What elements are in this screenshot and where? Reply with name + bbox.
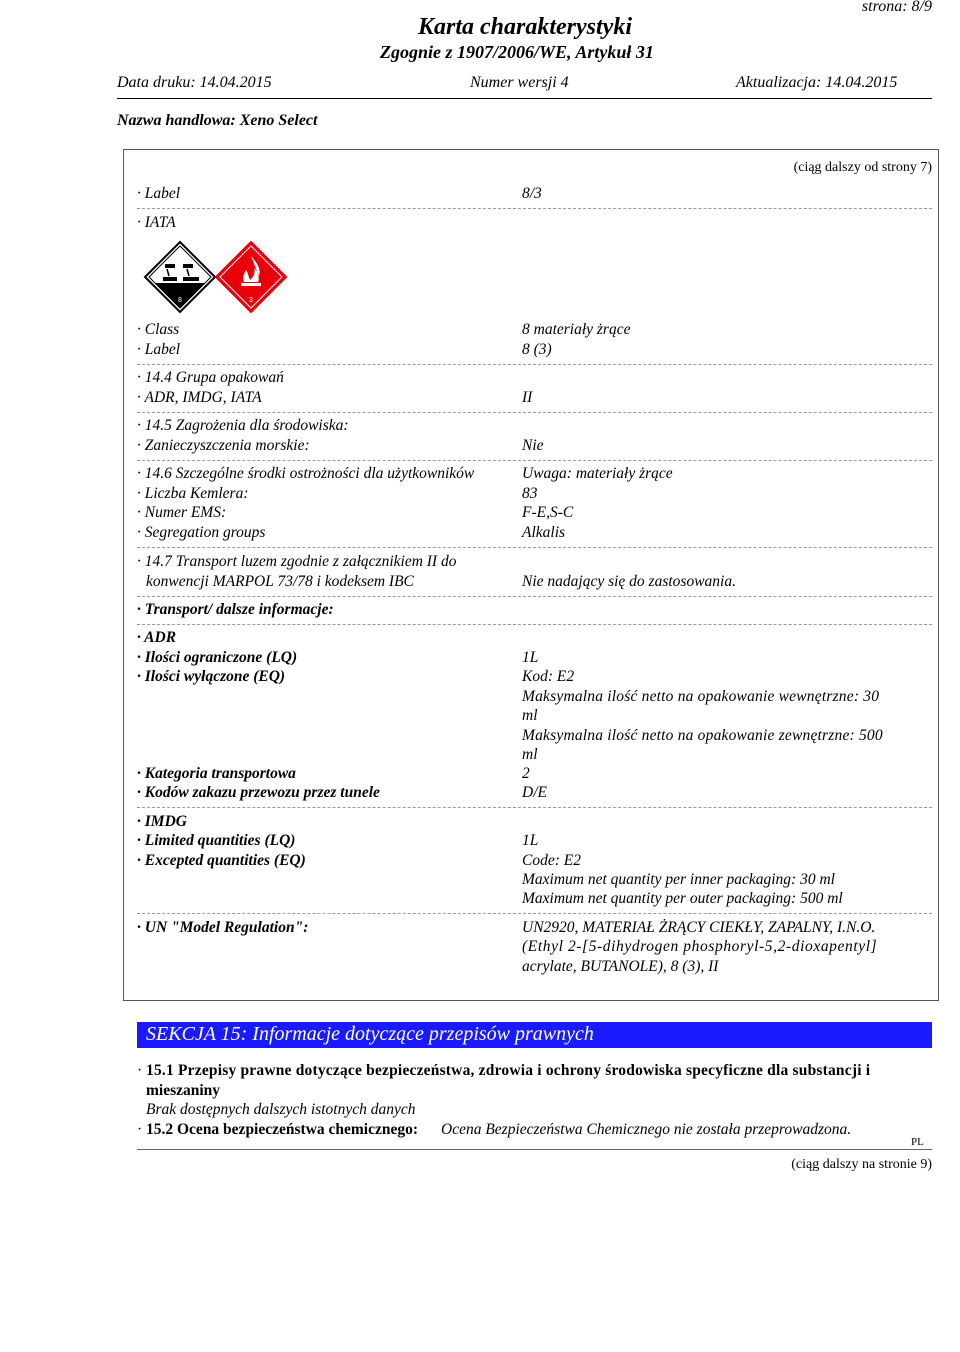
version-number: Numer wersji 4 (470, 74, 569, 91)
un-model-line-1: UN2920, MATERIAŁ ŻRĄCY CIEKŁY, ZAPALNY, I.N.O. (522, 919, 876, 936)
s152-text: Ocena Bezpieczeństwa Chemicznego nie została przeprowadzona. (441, 1121, 852, 1138)
precautions-label: · 14.6 Szczególne środki ostrożności dla użytkowników (137, 465, 475, 482)
segregation-value: Alkalis (522, 524, 566, 541)
divider (137, 596, 932, 597)
update-date: Aktualizacja: 14.04.2015 (736, 74, 898, 91)
divider (137, 208, 932, 209)
adr-heading: · ADR (137, 629, 177, 646)
env-hazards-title: · 14.5 Zagrożenia dla środowiska: (137, 417, 349, 434)
document-subtitle: Zgognie z 1907/2006/WE, Artykuł 31 (380, 42, 654, 62)
packing-group-value: II (522, 389, 533, 406)
adr-eq-outer: Maksymalna ilość netto na opakowanie zewnętrzne: 500 (522, 727, 883, 744)
adr-category-label: · Kategoria transportowa (137, 765, 296, 782)
adr-eq-label: · Ilości wyłączone (EQ) (137, 668, 286, 685)
flammable-class-number: 3 (249, 297, 253, 304)
class-value: 8 materiały żrące (522, 321, 631, 338)
imdg-heading: · IMDG (137, 813, 187, 830)
page-number: strona: 8/9 (861, 0, 932, 15)
corrosive-pictogram (143, 240, 217, 319)
iata-heading: · IATA (137, 214, 176, 231)
packing-group-title: · 14.4 Grupa opakowań (137, 369, 284, 386)
divider (137, 364, 932, 365)
adr-eq-inner: Maksymalna ilość netto na opakowanie wewnętrzne: 30 (522, 688, 880, 705)
bulk-transport-label-1: · 14.7 Transport luzem zgodnie z załącznikiem II do (137, 553, 457, 570)
continued-to: (ciąg dalszy na stronie 9) (791, 1157, 932, 1172)
precautions-value: Uwaga: materiały żrące (522, 465, 673, 482)
s152-label: 15.2 Ocena bezpieczeństwa chemicznego: (146, 1121, 419, 1138)
flammable-pictogram (214, 240, 288, 319)
imdg-eq-label: · Excepted quantities (EQ) (137, 852, 306, 869)
adr-eq-code: Kod: E2 (522, 668, 575, 685)
header-divider (117, 98, 932, 99)
iata-label-value: 8 (3) (522, 341, 552, 358)
un-model-line-3: acrylate, BUTANOLE), 8 (3), II (522, 958, 719, 975)
marine-pollutant-label: · Zanieczyszczenia morskie: (137, 437, 310, 454)
divider (137, 547, 932, 548)
divider (137, 913, 932, 914)
print-date: Data druku: 14.04.2015 (117, 74, 272, 91)
section-15-header (137, 1022, 932, 1048)
adr-category-value: 2 (522, 765, 530, 782)
corrosive-class-number: 8 (178, 297, 182, 304)
imdg-lq-label: · Limited quantities (LQ) (137, 832, 296, 849)
class-label: · Class (137, 321, 180, 338)
label-top-label: · Label (137, 185, 181, 202)
label-top-value: 8/3 (522, 185, 542, 202)
divider (137, 460, 932, 461)
s151-bullet: · (137, 1062, 143, 1079)
imdg-lq-value: 1L (522, 832, 539, 849)
adr-lq-label: · Ilości ograniczone (LQ) (137, 649, 298, 666)
s151-title-line-1: 15.1 Przepisy prawne dotyczące bezpieczeństwa, zdrowia i ochrony środowiska specyficzne dla substancji i (146, 1062, 871, 1079)
continued-from: (ciąg dalszy od strony 7) (793, 160, 932, 175)
transport-info-heading: · Transport/ dalsze informacje: (137, 601, 334, 618)
adr-tunnel-label: · Kodów zakazu przewozu przez tunele (137, 784, 380, 801)
bulk-transport-label-2: konwencji MARPOL 73/78 i kodeksem IBC (146, 573, 414, 590)
divider (137, 624, 932, 625)
kemler-label: · Liczba Kemlera: (137, 485, 249, 502)
kemler-value: 83 (522, 485, 538, 502)
document-title: Karta charakterystyki (418, 14, 632, 40)
marine-pollutant-value: Nie (522, 437, 544, 454)
s152-bullet: · (137, 1121, 143, 1138)
imdg-eq-code: Code: E2 (522, 852, 581, 869)
section-15-title: SEKCJA 15: Informacje dotyczące przepisów prawnych (146, 1023, 594, 1045)
un-model-label: · UN "Model Regulation": (137, 919, 309, 936)
divider (137, 807, 932, 808)
adr-eq-outer-unit: ml (522, 746, 538, 763)
language-code: PL (911, 1136, 924, 1148)
imdg-eq-inner: Maximum net quantity per inner packaging: 30 ml (522, 871, 835, 888)
packing-group-label: · ADR, IMDG, IATA (137, 389, 262, 406)
un-model-line-2: (Ethyl 2-[5-dihydrogen phosphoryl-5,2-dioxapentyl] (522, 938, 878, 955)
s151-text: Brak dostępnych dalszych istotnych danych (146, 1101, 416, 1118)
adr-tunnel-value: D/E (522, 784, 547, 801)
s151-title-line-2: mieszaniny (146, 1082, 221, 1099)
divider (137, 412, 932, 413)
segregation-label: · Segregation groups (137, 524, 266, 541)
ems-label: · Numer EMS: (137, 504, 227, 521)
imdg-eq-outer: Maximum net quantity per outer packaging: 500 ml (522, 890, 843, 907)
trade-name: Nazwa handlowa: Xeno Select (117, 112, 318, 129)
iata-label-label: · Label (137, 341, 181, 358)
adr-lq-value: 1L (522, 649, 539, 666)
footer-divider (137, 1149, 932, 1150)
ems-value: F-E,S-C (522, 504, 574, 521)
bulk-transport-value: Nie nadający się do zastosowania. (522, 573, 736, 590)
adr-eq-inner-unit: ml (522, 707, 538, 724)
